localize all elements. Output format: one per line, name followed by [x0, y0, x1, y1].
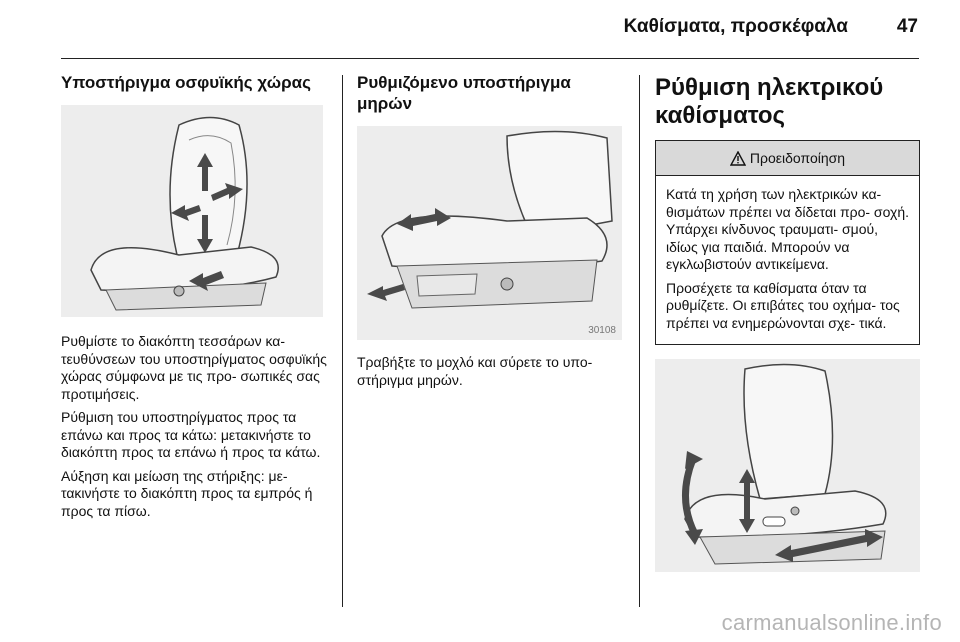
thigh-support-figure: [357, 126, 622, 340]
lumbar-support-figure: [61, 105, 323, 317]
warning-triangle-icon: [730, 151, 746, 166]
lumbar-paragraph-3: Αύξηση και μείωση της στήριξης: με- τακινήστε το διακόπτη προς τα εμπρός ή προς τα πίσω.: [61, 467, 313, 519]
column-thigh-support: [357, 72, 625, 395]
power-seat-heading: Ρύθμιση ηλεκτρικού καθίσματος: [655, 74, 884, 129]
page-number: 47: [896, 16, 918, 37]
power-seat-illustration: [655, 359, 920, 572]
warning-body: [656, 176, 919, 344]
lumbar-paragraph-1: Ρυθμίστε το διακόπτη τεσσάρων κα- τευθύνσεων του υποστηρίγματος οσφυϊκής χώρας σύμφωνα με τις προ- σωπικές σας προτιμήσεις.: [61, 333, 327, 402]
warning-title: Προειδοποίηση: [749, 150, 846, 166]
thigh-support-paragraph: Τραβήξτε το μοχλό και σύρετε το υπο- στήριγμα μηρών.: [357, 354, 593, 388]
figure-code: 30108: [588, 325, 616, 336]
column-divider-2: [639, 75, 640, 607]
thigh-seat-illustration: [357, 126, 622, 340]
column-divider-1: [342, 75, 343, 607]
page-header: [0, 0, 960, 58]
warning-paragraph-2: Προσέχετε τα καθίσματα όταν τα ρυθμίζετε. Οι επιβάτες του οχήμα- τος πρέπει να ενημερώνονται σχε- τικά.: [666, 279, 900, 331]
header-divider: [61, 58, 919, 59]
lumbar-seat-illustration: [61, 105, 323, 317]
section-title: Καθίσματα, προσκέφαλα: [623, 16, 848, 37]
warning-box: [655, 140, 920, 345]
watermark: carmanualsonline.info: [721, 610, 942, 635]
lumbar-paragraph-2: Ρύθμιση του υποστηρίγματος προς τα επάνω και προς τα κάτω: μετακινήστε το διακόπτη προς τα επάνω ή προς τα κάτω.: [61, 409, 321, 460]
warning-header: [656, 141, 919, 176]
lumbar-support-heading: Υποστήριγμα οσφυϊκής χώρας: [61, 73, 311, 92]
power-seat-figure: [655, 359, 920, 572]
column-lumbar-support: [61, 72, 329, 526]
thigh-support-heading: Ρυθμιζόμενο υποστήριγμα μηρών: [357, 73, 571, 113]
column-power-seat: [655, 74, 920, 572]
warning-paragraph-1: Κατά τη χρήση των ηλεκτρικών κα- θισμάτων πρέπει να δίδεται προ- σοχή. Υπάρχει κίνδυνος τραυματι- σμού, ιδίως για παιδιά. Μπορούν να εγκλωβιστούν αντικείμενα.: [666, 186, 909, 272]
